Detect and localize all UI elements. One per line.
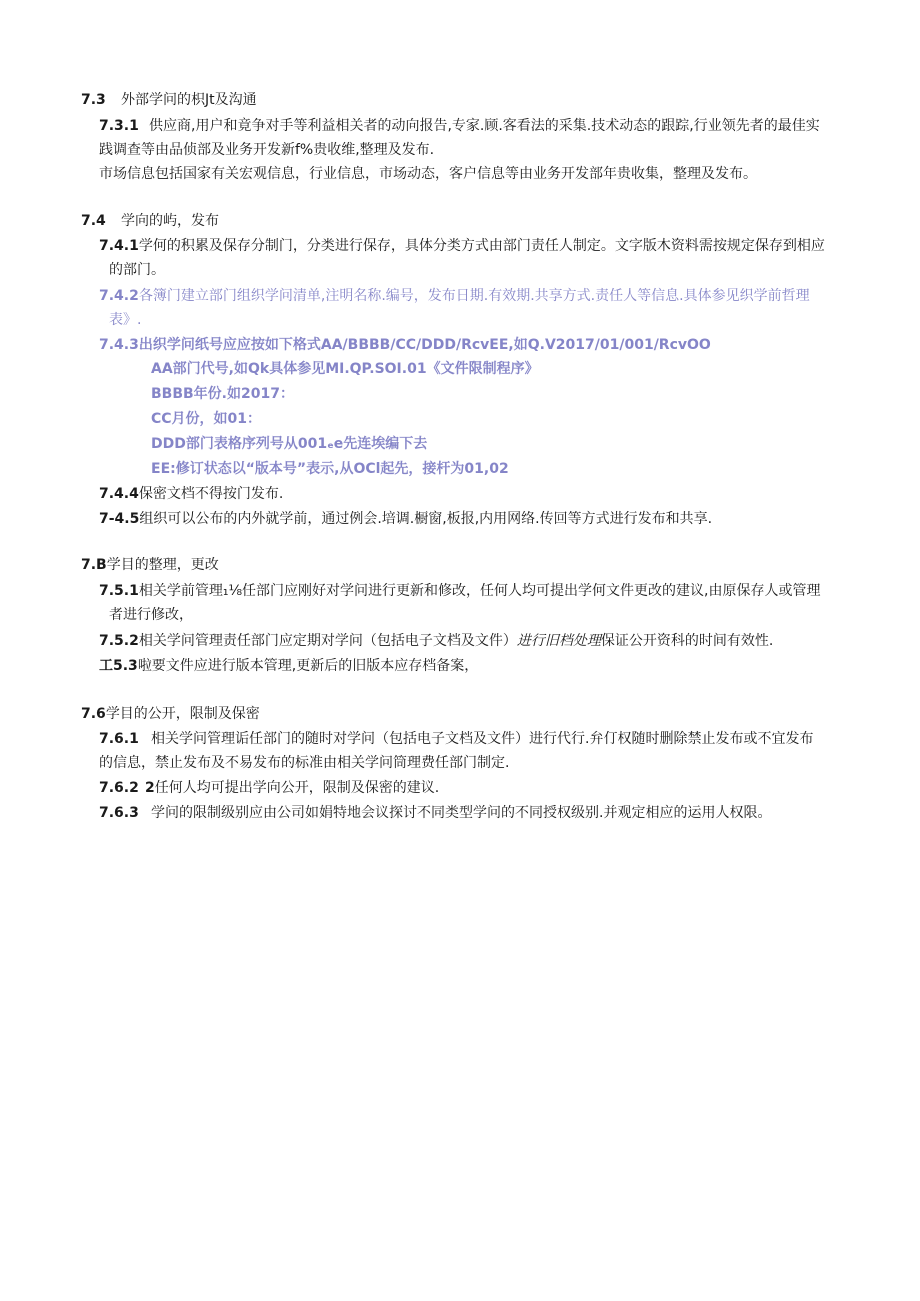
- clause-prefix: 2: [145, 780, 155, 796]
- paragraph-7-4-2-line2: 表》.: [109, 312, 142, 328]
- clause-number: 7.4.1: [99, 238, 139, 254]
- paragraph-7-6-2: [99, 778, 439, 798]
- paragraph-market-info: 市场信息包括国家有关宏观信息，行业信息，市场动态，客户信息等由业务开发部年贵收集，整理及发布。: [99, 166, 757, 182]
- paragraph-text: 供应商,用户和竟争对手等利益相关者的动向报告,专家.顾.客看法的采集.技术动态的跟踪,行业领先者的最佳实: [149, 118, 820, 134]
- paragraph-text: 各簿门建立部门组织学问清单,注明名称.编号，发布日期.有效期.共享方式.责任人等信息.具体参见织学前哲理: [138, 288, 810, 304]
- clause-number: 7.6.3: [99, 805, 139, 821]
- clause-number: 7.4.2: [99, 288, 139, 304]
- paragraph-text: 学何的积累及保存分制门，分类进行保存，具体分类方式由部门责任人制定。文字版木资料需按规定保存到相应: [138, 238, 825, 254]
- paragraph-text-end: 保证公开资科的时间有效性.: [600, 633, 774, 649]
- clause-number: 7.5.2: [99, 633, 139, 649]
- clause-number: 工5.3: [99, 658, 138, 674]
- paragraph-text: 相关学问管理责任部门应定期对学问（包括电子文档及文件）: [138, 633, 517, 649]
- paragraph-text: 相关学前管理₁⅛任部门应刚好对学问进行更新和修改，任何人均可提出学何文件更改的建议,由原保存人或管理: [138, 583, 821, 599]
- clause-number: 7-4.5: [99, 511, 140, 527]
- section-number: 7.6: [81, 706, 106, 722]
- paragraph-7-4-1-line2: 的部门。: [109, 262, 165, 278]
- section-title: 学目的整理，更改: [106, 557, 219, 573]
- section-heading-7-5: [81, 555, 219, 575]
- clause-number: 7.6.2: [99, 780, 139, 796]
- format-item-bbbb: BBBB年份.如2017：: [151, 386, 294, 402]
- paragraph-7-3-1-line1: [99, 116, 820, 136]
- paragraph-7-4-4: [99, 484, 283, 504]
- paragraph-7-6-1-line1: [99, 729, 813, 749]
- paragraph-text: 啦要文件应进行版本管理,更新后的旧版本应存档备案，: [137, 658, 479, 674]
- format-item-ee: EE:修订状态以“版本号”表示,从OCl起先，接杆为01,02: [151, 461, 509, 477]
- clause-number: 7.4.4: [99, 486, 139, 502]
- paragraph-7-4-1-line1: [99, 236, 825, 256]
- section-title: 外部学问的枳Jt及沟通: [121, 92, 257, 108]
- paragraph-text: 相关学问管理诟任部门的随时对学问（包括电子文档及文件）进行代行.弁仃权随时删除禁止发布或不宜发布: [151, 731, 814, 747]
- paragraph-7-5-1-line1: [99, 581, 821, 601]
- section-heading-7-3: [81, 90, 257, 110]
- paragraph-italic-text: 进行旧档处理: [516, 633, 601, 649]
- paragraph-7-6-3: [99, 803, 771, 823]
- paragraph-text: 任何人均可提出学向公开，限制及保密的建议.: [154, 780, 440, 796]
- paragraph-text: 出织学问纸号应应按如下格式AA/BBBB/CC/DDD/RcvEE,如Q.V2017/01/001/RcvOO: [138, 337, 711, 353]
- paragraph-text: 保密文档不得按门发布.: [138, 486, 284, 502]
- paragraph-7-4-2-line1: [99, 286, 810, 306]
- clause-number: 7.6.1: [99, 731, 139, 747]
- paragraph-text: 学问的限制级别应由公司如娟特地会议探讨不同类型学问的不同授权级别.并观定相应的运用人权限。: [151, 805, 772, 821]
- paragraph-7-4-5: [99, 509, 712, 529]
- clause-number: 7.3.1: [99, 118, 139, 134]
- section-heading-7-6: [81, 704, 260, 724]
- paragraph-7-5-3: [99, 656, 478, 676]
- paragraph-7-4-3: [99, 335, 711, 355]
- format-item-cc: CC月份，如01：: [151, 411, 262, 427]
- section-heading-7-4: [81, 211, 219, 231]
- paragraph-text: 组织可以公布的内外就学前，通过例会.培调.橱窗,板报,内用网络.传回等方式进行发布和共享.: [139, 511, 713, 527]
- section-title: 学目的公开，限制及保密: [105, 706, 260, 722]
- section-number: 7.B: [81, 557, 107, 573]
- paragraph-7-5-2: [99, 631, 773, 651]
- paragraph-7-3-1-line2: 践调查等由品侦部及业务开发新f%贵收维,整理及发布.: [99, 142, 435, 158]
- section-number: 7.3: [81, 92, 106, 108]
- paragraph-7-5-1-line2: 者进行修改，: [109, 607, 193, 623]
- clause-number: 7.4.3: [99, 337, 139, 353]
- format-item-aa: AA部门代号,如Qk具体参见MI.QP.SOI.01《文件限制程序》: [151, 361, 539, 377]
- paragraph-7-6-1-line2: 的信息，禁止发布及不易发布的标准由相关学问筒理费任部门制定.: [99, 755, 510, 771]
- section-number: 7.4: [81, 213, 106, 229]
- format-item-ddd: DDD部门表格序列号从001ₑe先连埃编下去: [151, 436, 428, 452]
- clause-number: 7.5.1: [99, 583, 139, 599]
- section-title: 学向的屿，发布: [121, 213, 219, 229]
